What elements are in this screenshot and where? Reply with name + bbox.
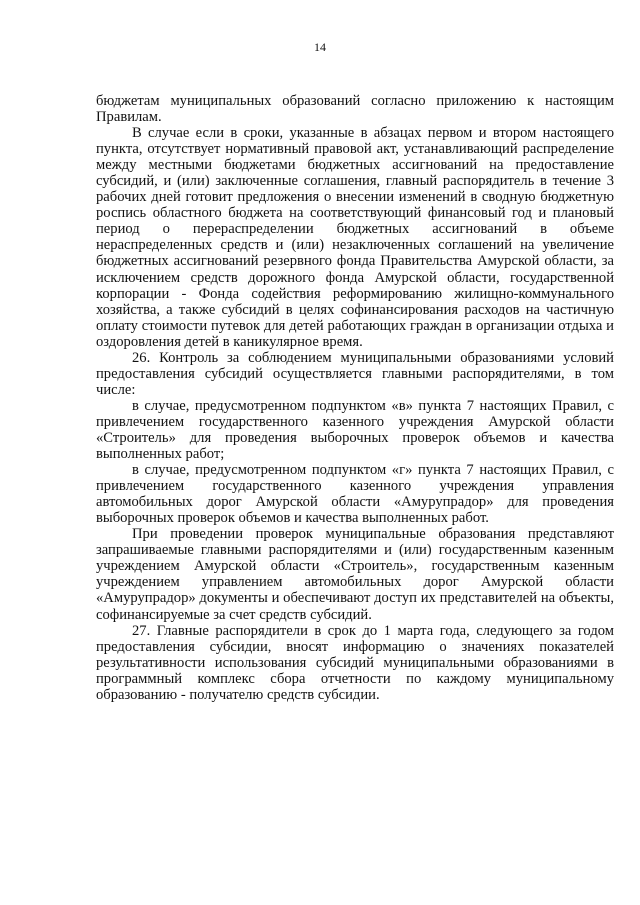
paragraph-subitem-v: в случае, предусмотренном подпунктом «в» пункта 7 настоящих Правил, с привлечением государственного казенного учреждения Амурской области «Строитель» для проведения выборочных проверок объемов и качества выполненных работ; bbox=[96, 397, 614, 463]
paragraph-item-26: 26. Контроль за соблюдением муниципальными образованиями условий предоставления субсидий осуществляется главными распорядителями, в том числе: bbox=[96, 349, 614, 398]
paragraph-continuation: бюджетам муниципальных образований согласно приложению к настоящим Правилам. bbox=[96, 93, 614, 126]
paragraph-subitem-g: в случае, предусмотренном подпунктом «г» пункта 7 настоящих Правил, с привлечением государственного казенного учреждения управления автомобильных дорог Амурской области «Амурупрадор» для проведения выборочных проверок объемов и качества выполненных работ. bbox=[96, 462, 614, 527]
paragraph-inspections: При проведении проверок муниципальные образования представляют запрашиваемые главными распорядителями и (или) государственным казенным учреждением Амурской области «Строитель», государственным казенным учреждением управлением автомобильных дорог Амурской области «Амурупрадор» документы и обеспечивают доступ их представителей на объекты, софинансируемые за счет средств субсидий. bbox=[96, 526, 614, 623]
document-body bbox=[96, 93, 614, 703]
page-number: 14 bbox=[314, 40, 326, 54]
paragraph-item-27: 27. Главные распорядители в срок до 1 марта года, следующего за годом предоставления субсидии, вносят информацию о значениях показателей результативности использования субсидий муниципальными образованиями в программный комплекс сбора отчетности по каждому муниципальному образованию - получателю средств субсидии. bbox=[96, 622, 614, 703]
paragraph-unallocated-funds: В случае если в сроки, указанные в абзацах первом и втором настоящего пункта, отсутствует нормативный правовой акт, устанавливающий распределение между местными бюджетами бюджетных ассигнований на предоставление субсидий, и (или) заключенные соглашения, главный распорядитель в течение 3 рабочих дней готовит предложения о внесении изменений в сводную бюджетную роспись областного бюджета на соответствующий финансовый год и плановый период о перераспределении бюджетных ассигнований в объеме нераспределенных средств и (или) незаключенных соглашений на увеличение бюджетных ассигнований резервного фонда Правительства Амурской области, за исключением средств дорожного фонда Амурской области, государственной корпорации - Фонда содействия реформированию жилищно-коммунального хозяйства, а также субсидий в целях софинансирования расходов на частичную оплату стоимости путевок для детей работающих граждан в организации отдыха и оздоровления детей в каникулярное время. bbox=[96, 125, 614, 350]
